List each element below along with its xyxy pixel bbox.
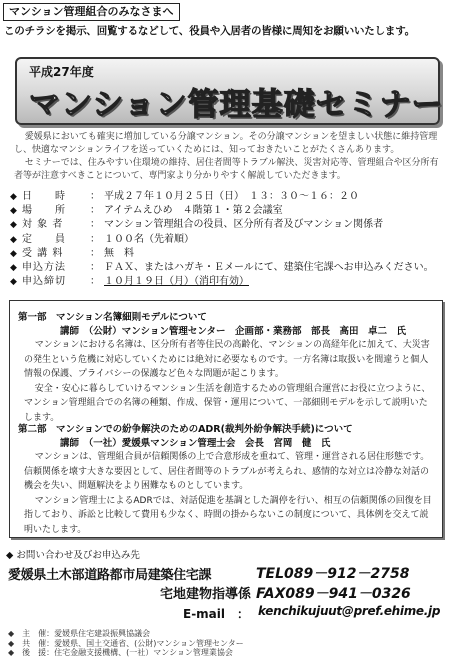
detail-value: 無 料 [104,247,134,259]
program-box [9,300,443,538]
detail-label: 定 員 [22,233,66,245]
detail-label: 申込方法 [22,261,66,273]
part2-paragraph-2: マンション管理士によるADRでは、対話促進を基調とした調停を行い、相互の信頼関係の回復を目指しており、訴訟と比較して費用も少なく、時間の掛からないこの制度について、具体例を交えて説明いたします。 [24,495,432,535]
circulation-notice: このチラシを掲示、回覧するなどして、役員や入居者の皆様に周知をお願いいたします。 [4,25,415,37]
email-label: E-mail ： [183,607,250,621]
part2-title: 第二部 マンションでの紛争解決のためのADR(裁判外紛争解決手続)について [18,424,353,435]
detail-label: 場 所 [22,205,66,217]
detail-row-method [10,261,448,275]
detail-label: 対 象 者 [22,219,64,231]
diamond-bullet-icon: ◆ [10,262,17,273]
detail-value: アイテムえひめ ４階第１・第２会議室 [104,205,283,217]
detail-value: ＦＡＸ、またはハガキ・Ｅメールにて、建築住宅課へお申込みください。 [104,261,434,273]
part1-body [24,338,432,425]
part1-lecturer: 講師 （公財）マンション管理センター 企画部・業務部 部長 高田 卓二 氏 [60,326,406,337]
contact-label: ◆ お問い合わせ及びお申込み先 [6,550,140,561]
title-banner [15,57,444,125]
diamond-bullet-icon: ◆ [10,206,17,217]
detail-row-capacity [10,233,448,247]
diamond-bullet-icon: ◆ [10,192,17,202]
intro-text [14,131,440,183]
detail-value: マンション管理組合の役員、区分所有者及びマンション関係者 [104,219,384,231]
event-details [10,190,448,289]
detail-value: 平成２７年１０月２５日（日） １３：３０～１６：２０ [104,191,359,202]
contact-tel: TEL089－912－2758 [256,566,410,582]
seminar-title: マンション管理基礎セミナー [29,87,444,123]
part2-body [24,450,432,537]
detail-separator: ： [90,219,100,231]
contact-department: 愛媛県土木部道路都市局建築住宅課 [8,568,212,583]
detail-separator: ： [90,247,100,259]
part1-paragraph-2: 安全・安心に暮らしていけるマンション生活を創造するための管理組合運営にお役に立つように、マンション管理組合での名簿の種類、作成、保管・運用について、一部細則モデルを示して説明いたします。 [24,383,431,423]
diamond-bullet-icon: ◆ [10,248,17,259]
detail-label: 受 講 料 [22,247,64,259]
diamond-bullet-icon: ◆ [10,234,17,245]
part1-paragraph-1: マンションにおける名簿は、区分所有者等住民の高齢化、マンションの高経年化に加えて、大災害の発生という危機に対応していくためには絶対に必要なものです。一方名簿は取扱いを間違うと個人情報の保護、プライバシーの保護など色々な問題が起こります。 [24,340,430,379]
detail-row-fee [10,247,448,261]
diamond-bullet-icon: ◆ [10,277,17,288]
detail-value: １００名（先着順） [104,233,194,245]
detail-separator: ： [90,276,100,288]
sponsor-cohost: ◆ 共 催：愛媛県、国土交通省、(公財)マンション管理センター [8,638,244,648]
sponsor-organizer: ◆ 主 催：愛媛県住宅建設振興協議会 [8,629,151,638]
part1-title: 第一部 マンション名簿細則モデルについて [18,312,207,323]
contact-email: kenchikujuut@pref.ehime.jp [258,604,441,618]
fiscal-year: 平成27年度 [29,65,94,79]
sponsor-support: ◆ 後 援：住宅金融支援機構、(一社）マンション管理業協会 [8,648,233,657]
detail-separator: ： [90,261,100,273]
detail-row-datetime [10,190,448,204]
audience-tag: マンション管理組合のみなさまへ [3,3,180,21]
detail-separator: ： [90,233,100,245]
detail-row-venue [10,204,448,218]
detail-separator: ： [90,205,100,217]
sponsor-list [8,629,448,658]
part2-lecturer: 講師 （一社）愛媛県マンション管理士会 会長 宮岡 健 氏 [60,438,331,449]
detail-label: 日 時 [22,191,66,202]
diamond-bullet-icon: ◆ [10,220,17,231]
detail-row-audience [10,218,448,232]
detail-label: 申込締切 [22,276,66,288]
part2-paragraph-1: マンションは、管理組合員が信頼関係の上で合意形成を重ねて、管理・運営される居住形態です。信頼関係を壊す大きな要因として、居住者間等のトラブルが考えられ、感情的な対立は冷静な対話の機会を失い、問題解決をより困難なものとしています。 [24,452,430,491]
contact-section: 宅地建物指導係 [160,587,252,602]
contact-fax: FAX089－941－0326 [256,586,411,602]
detail-row-deadline [10,275,448,289]
intro-paragraph-2: セミナーでは、住みやすい住環境の維持、居住者間等トラブル解決、災害対応等、管理組合や区分所有者等が注意すべきことについて、専門家より分かりやすく解説していただきます。 [14,158,439,181]
detail-value: １０月１９日（月）（消印有効） [104,276,249,288]
intro-paragraph-1: 愛媛県においても確実に増加している分譲マンション。その分譲マンションを望ましい状態に維持管理し、快適なマンションライフを送っていくためには、知っておきたいことがたくさんあります。 [14,132,438,155]
detail-separator: ： [90,191,100,202]
